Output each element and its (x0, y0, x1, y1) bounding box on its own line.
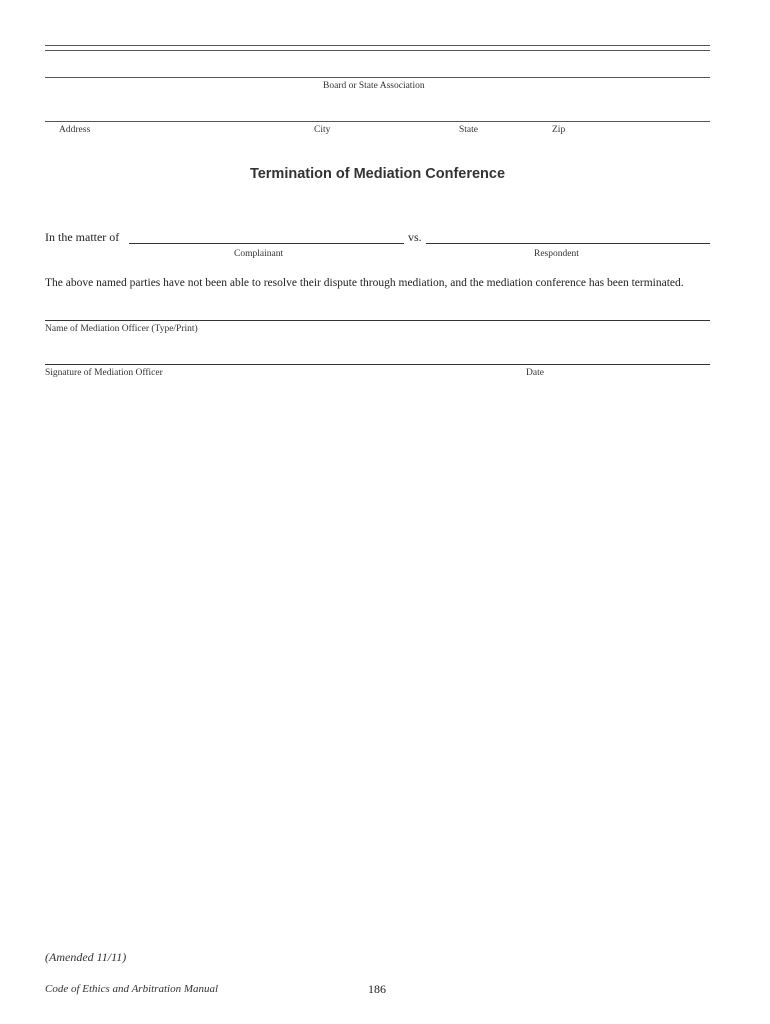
address-line (45, 121, 710, 122)
officer-name-label: Name of Mediation Officer (Type/Print) (45, 324, 198, 334)
date-label: Date (526, 368, 544, 378)
respondent-label: Respondent (534, 249, 579, 259)
zip-label: Zip (552, 125, 566, 135)
top-rule-1 (45, 45, 710, 46)
respondent-field[interactable] (426, 243, 710, 244)
officer-name-field[interactable] (45, 320, 710, 321)
board-label: Board or State Association (323, 81, 425, 91)
top-rule-2 (45, 50, 710, 51)
vs-text: vs. (408, 230, 422, 244)
officer-signature-label: Signature of Mediation Officer (45, 368, 163, 378)
amended-note: (Amended 11/11) (45, 950, 127, 964)
form-title: Termination of Mediation Conference (249, 166, 506, 182)
page-number: 186 (368, 982, 386, 996)
officer-signature-field[interactable] (45, 364, 710, 365)
manual-name: Code of Ethics and Arbitration Manual (45, 983, 219, 995)
complainant-label: Complainant (234, 249, 284, 259)
complainant-field[interactable] (129, 243, 404, 244)
state-label: State (459, 125, 478, 135)
city-label: City (314, 125, 331, 135)
board-line (45, 77, 710, 78)
statement-text: The above named parties have not been able to resolve their dispute through mediation, and the mediation conference has been terminated. (45, 277, 684, 289)
address-label: Address (59, 125, 91, 135)
matter-prefix: In the matter of (45, 230, 120, 244)
